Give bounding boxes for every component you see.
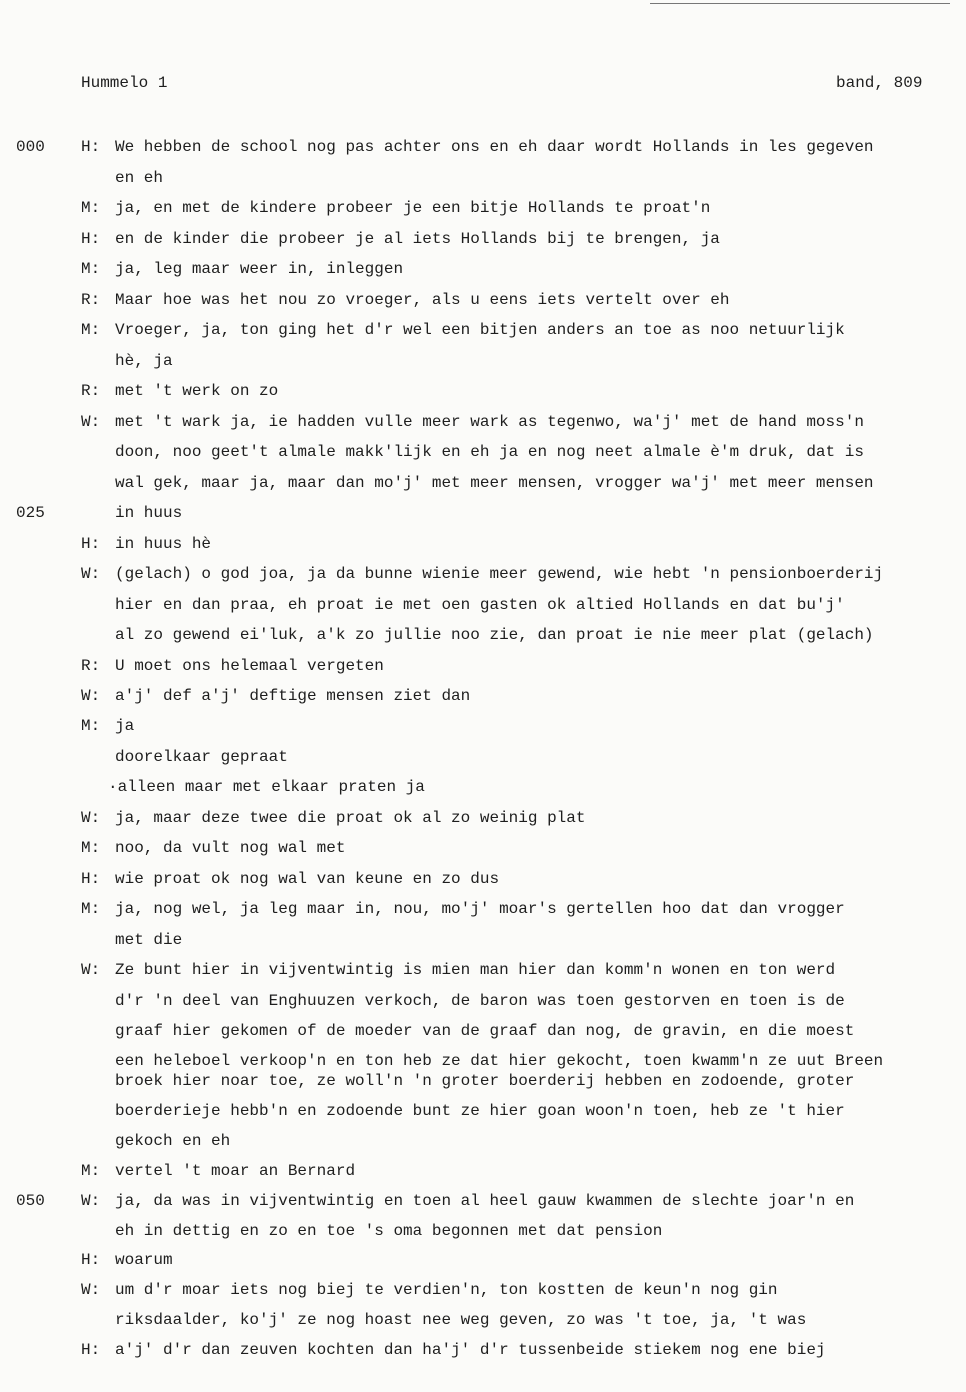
transcript-line: hè, ja (115, 352, 173, 370)
transcript-line: met 't werk on zo (115, 382, 279, 400)
transcript-line: een heleboel verkoop'n en ton heb ze dat hier gekocht, toen kwamm'n ze uut Breen (115, 1052, 884, 1070)
transcript-line: noo, da vult nog wal met (115, 839, 346, 857)
transcript-line: ·alleen maar met elkaar praten ja (108, 778, 425, 796)
speaker-label: W: (81, 961, 101, 979)
transcript-line: en eh (115, 169, 164, 187)
speaker-label: M: (81, 717, 101, 735)
speaker-label: W: (81, 1281, 101, 1299)
speaker-label: M: (81, 321, 101, 339)
transcript-line: (gelach) o god joa, ja da bunne wienie meer gewend, wie hebt 'n pensionboerderij (115, 565, 884, 583)
transcript-line: U moet ons helemaal vergeten (115, 657, 384, 675)
transcript-line: broek hier noar toe, ze woll'n 'n groter boerderij hebben en zodoende, groter (115, 1072, 855, 1090)
speaker-label: H: (81, 138, 101, 156)
transcript-line: We hebben de school nog pas achter ons en eh daar wordt Hollands in les gegeven (115, 138, 874, 156)
speaker-label: H: (81, 535, 101, 553)
speaker-label: W: (81, 809, 101, 827)
speaker-label: W: (81, 1192, 101, 1210)
speaker-label: M: (81, 199, 101, 217)
transcript-line: met 't wark ja, ie hadden vulle meer wark as tegenwo, wa'j' met de hand moss'n (115, 413, 864, 431)
transcript-line: Vroeger, ja, ton ging het d'r wel een bitjen anders an toe as noo netuurlijk (115, 321, 845, 339)
transcript-line: vertel 't moar an Bernard (115, 1162, 356, 1180)
transcript-line: woarum (115, 1251, 173, 1269)
speaker-label: W: (81, 687, 101, 705)
transcript-line: wie proat ok nog wal van keune en zo dus (115, 870, 500, 888)
transcript-line: met die (115, 931, 183, 949)
transcript-line: d'r 'n deel van Enghuuzen verkoch, de baron was toen gestorven en toen is de (115, 992, 845, 1010)
transcript-line: gekoch en eh (115, 1132, 231, 1150)
transcript-line: doorelkaar gepraat (115, 748, 288, 766)
transcript-line: boerderieje hebb'n en zodoende bunt ze hier goan woon'n toen, heb ze 't hier (115, 1102, 845, 1120)
transcript-line: ja, maar deze twee die proat ok al zo weinig plat (115, 809, 586, 827)
transcript-line: Maar hoe was het nou zo vroeger, als u eens iets vertelt over eh (115, 291, 730, 309)
speaker-label: R: (81, 382, 101, 400)
transcript-line: a'j' d'r dan zeuven kochten dan ha'j' d'r tussenbeide stiekem nog ene biej (115, 1341, 826, 1359)
speaker-label: H: (81, 870, 101, 888)
transcript-line: ja, leg maar weer in, inleggen (115, 260, 404, 278)
transcript-line: hier en dan praa, eh proat ie met oen gasten ok altied Hollands en dat bu'j' (115, 596, 845, 614)
transcript-line: doon, noo geet't almale makk'lijk en eh ja en nog neet almale è'm druk, dat is (115, 443, 864, 461)
speaker-label: M: (81, 1162, 101, 1180)
counter-000: 000 (16, 138, 45, 156)
transcript-line: a'j' def a'j' deftige mensen ziet dan (115, 687, 471, 705)
transcript-line: in huus (115, 504, 183, 522)
transcript-line: ja, da was in vijventwintig en toen al heel gauw kwammen de slechte joar'n en (115, 1192, 855, 1210)
speaker-label: M: (81, 900, 101, 918)
counter-025: 025 (16, 504, 45, 522)
transcript-line: wal gek, maar ja, maar dan mo'j' met meer mensen, vrogger wa'j' met meer mensen (115, 474, 874, 492)
transcript-line: al zo gewend ei'luk, a'k zo jullie noo zie, dan proat ie nie meer plat (gelach) (115, 626, 874, 644)
page-header-place: Hummelo 1 (81, 74, 168, 92)
transcript-line: in huus hè (115, 535, 212, 553)
page-header-tape: band, 809 (836, 74, 923, 92)
speaker-label: R: (81, 291, 101, 309)
transcript-line: en de kinder die probeer je al iets Hollands bij te brengen, ja (115, 230, 720, 248)
speaker-label: H: (81, 1341, 101, 1359)
transcript-line: ja (115, 717, 135, 735)
speaker-label: M: (81, 839, 101, 857)
transcript-line: graaf hier gekomen of de moeder van de graaf dan nog, de gravin, en die moest (115, 1022, 855, 1040)
top-rule (650, 3, 950, 4)
transcript-line: ja, en met de kindere probeer je een bitje Hollands te proat'n (115, 199, 711, 217)
transcript-line: riksdaalder, ko'j' ze nog hoast nee weg geven, zo was 't toe, ja, 't was (115, 1311, 807, 1329)
speaker-label: M: (81, 260, 101, 278)
speaker-label: H: (81, 230, 101, 248)
speaker-label: R: (81, 657, 101, 675)
transcript-line: eh in dettig en zo en toe 's oma begonnen met dat pension (115, 1222, 663, 1240)
transcript-line: ja, nog wel, ja leg maar in, nou, mo'j' moar's gertellen hoo dat dan vrogger (115, 900, 845, 918)
transcript-line: um d'r moar iets nog biej te verdien'n, ton kostten de keun'n nog gin (115, 1281, 778, 1299)
speaker-label: W: (81, 413, 101, 431)
speaker-label: W: (81, 565, 101, 583)
counter-050: 050 (16, 1192, 45, 1210)
speaker-label: H: (81, 1251, 101, 1269)
transcript-line: Ze bunt hier in vijventwintig is mien man hier dan komm'n wonen en ton werd (115, 961, 836, 979)
